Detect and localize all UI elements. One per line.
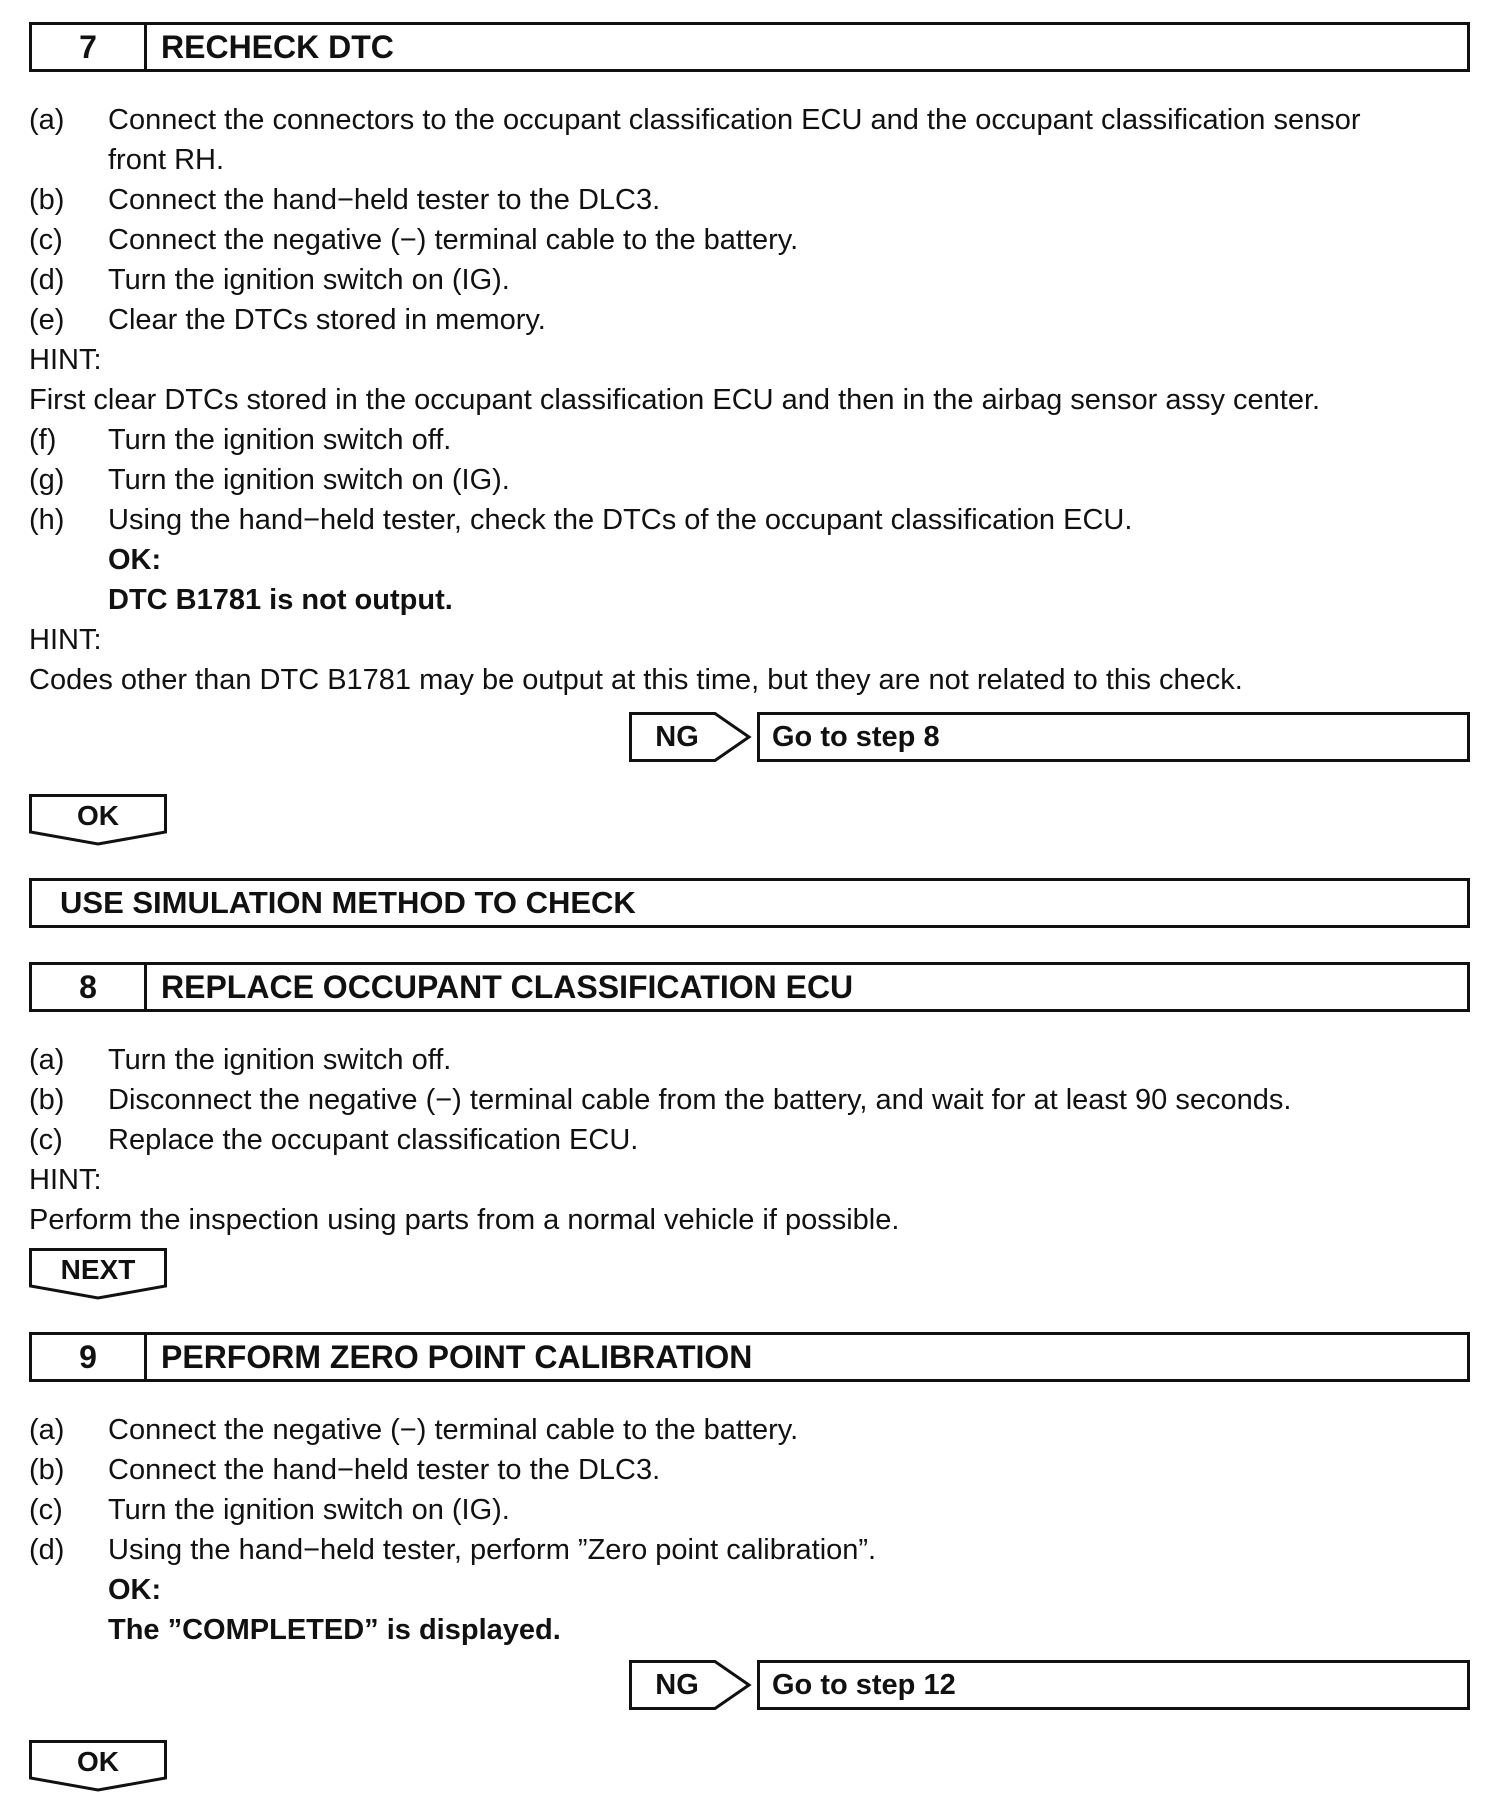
- item-label: (h): [29, 504, 65, 536]
- item-label: (c): [29, 224, 63, 256]
- ok-tag: [29, 794, 167, 846]
- item-text: Disconnect the negative (−) terminal cable from the battery, and wait for at least 90 seconds.: [108, 1084, 1292, 1116]
- item-text: Connect the hand−held tester to the DLC3.: [108, 1454, 661, 1486]
- item-text: Turn the ignition switch on (IG).: [108, 1494, 510, 1526]
- ok-criteria: DTC B1781 is not output.: [108, 584, 453, 616]
- ng-target: Go to step 12: [757, 1660, 1470, 1710]
- hint-label: HINT:: [29, 344, 102, 376]
- tag-label: OK: [77, 800, 119, 831]
- step-number: 9: [32, 1335, 147, 1379]
- item-text: Turn the ignition switch off.: [108, 424, 452, 456]
- item-text: Turn the ignition switch on (IG).: [108, 464, 510, 496]
- ok-label: OK:: [108, 544, 162, 576]
- item-text: Using the hand−held tester, perform ”Zero point calibration”.: [108, 1534, 877, 1566]
- item-text: Connect the connectors to the occupant classification ECU and the occupant classification sensor: [108, 104, 1361, 136]
- item-text-continued: front RH.: [108, 144, 225, 176]
- tag-label: NEXT: [60, 1254, 136, 1285]
- item-text: Connect the negative (−) terminal cable to the battery.: [108, 224, 799, 256]
- item-text: Turn the ignition switch on (IG).: [108, 264, 510, 296]
- step-7-header: [29, 22, 1470, 72]
- item-label: (d): [29, 1534, 65, 1566]
- ng-label: NG: [655, 720, 699, 753]
- hint-label: HINT:: [29, 624, 102, 656]
- step-8-header: [29, 962, 1470, 1012]
- step-title: REPLACE OCCUPANT CLASSIFICATION ECU: [161, 968, 854, 1005]
- item-label: (b): [29, 184, 65, 216]
- hint-text: Codes other than DTC B1781 may be output at this time, but they are not related to this check.: [29, 664, 1243, 696]
- ok-label: OK:: [108, 1574, 162, 1606]
- ng-branch: [629, 712, 1470, 762]
- ok-criteria: The ”COMPLETED” is displayed.: [108, 1614, 561, 1646]
- step-title: PERFORM ZERO POINT CALIBRATION: [161, 1338, 753, 1375]
- hint-text: Perform the inspection using parts from a normal vehicle if possible.: [29, 1204, 900, 1236]
- item-label: (a): [29, 104, 65, 136]
- item-text: Using the hand−held tester, check the DTCs of the occupant classification ECU.: [108, 504, 1133, 536]
- item-label: (a): [29, 1414, 65, 1446]
- item-label: (g): [29, 464, 65, 496]
- ng-label: NG: [655, 1668, 699, 1701]
- step-number: 8: [32, 965, 147, 1009]
- simulation-method-box: USE SIMULATION METHOD TO CHECK: [29, 878, 1470, 928]
- item-label: (b): [29, 1454, 65, 1486]
- hint-text: First clear DTCs stored in the occupant classification ECU and then in the airbag sensor assy center.: [29, 384, 1321, 416]
- item-label: (b): [29, 1084, 65, 1116]
- next-tag: [29, 1248, 167, 1300]
- item-label: (d): [29, 264, 65, 296]
- item-text: Connect the hand−held tester to the DLC3.: [108, 184, 661, 216]
- ok-tag: [29, 1740, 167, 1792]
- step-number: 7: [32, 25, 147, 69]
- item-label: (e): [29, 304, 65, 336]
- ng-target: Go to step 8: [757, 712, 1470, 762]
- item-text: Connect the negative (−) terminal cable to the battery.: [108, 1414, 799, 1446]
- item-text: Clear the DTCs stored in memory.: [108, 304, 546, 336]
- step-title: RECHECK DTC: [161, 28, 394, 65]
- ng-branch: [629, 1660, 1470, 1710]
- tag-label: OK: [77, 1746, 119, 1777]
- step-9-header: [29, 1332, 1470, 1382]
- item-label: (c): [29, 1494, 63, 1526]
- item-label: (a): [29, 1044, 65, 1076]
- item-text: Replace the occupant classification ECU.: [108, 1124, 639, 1156]
- item-label: (c): [29, 1124, 63, 1156]
- item-label: (f): [29, 424, 57, 456]
- item-text: Turn the ignition switch off.: [108, 1044, 452, 1076]
- hint-label: HINT:: [29, 1164, 102, 1196]
